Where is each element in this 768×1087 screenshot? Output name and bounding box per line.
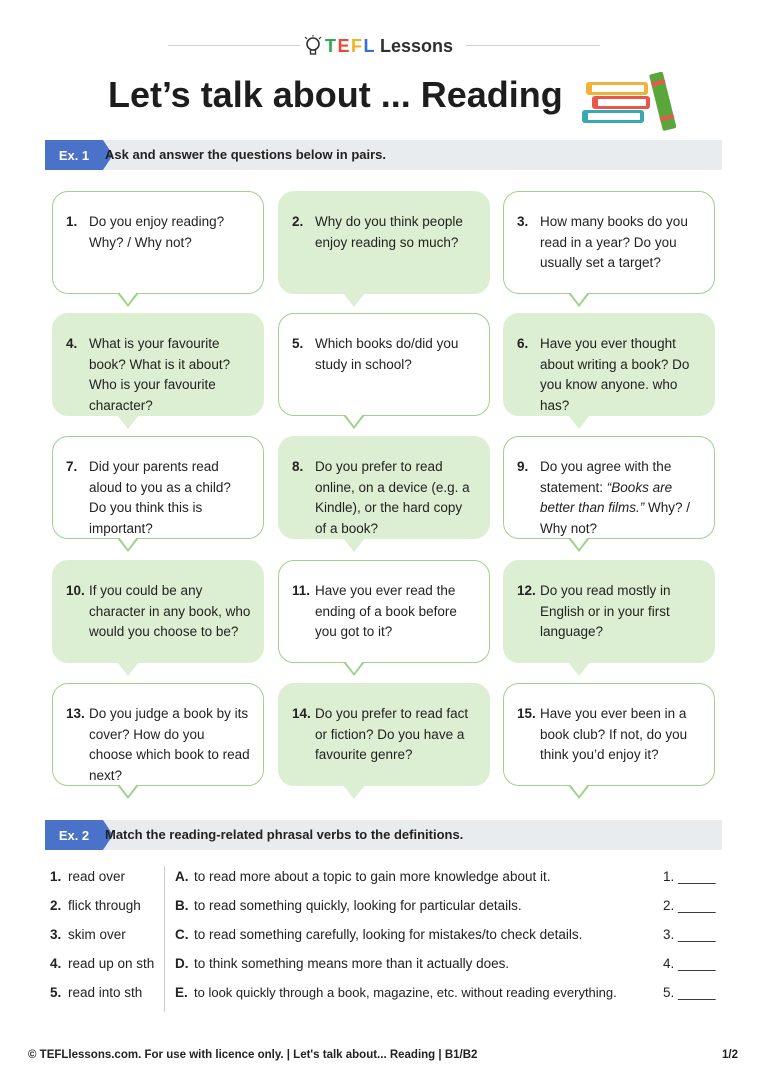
match-row-5 [50,983,720,1012]
phrasal-verb: skim over [68,927,126,942]
question-text: What is your favourite book? What is it about? Who is your favourite character? [89,336,231,413]
question-bubble-7 [52,436,264,539]
definition-text: to read more about a topic to gain more knowledge about it. [194,869,551,884]
question-number: 6. [517,336,529,351]
question-bubble-14 [278,683,490,786]
page-title: Let’s talk about ... Reading [108,74,563,115]
match-row-4 [50,954,720,983]
exercise-1-tag: Ex. 1 [45,140,103,170]
question-bubble-12 [503,560,715,663]
logo-rule-right [466,45,600,46]
question-text: Do you read mostly in English or in your first language? [540,583,671,639]
question-text: Why do you think people enjoy reading so much? [315,214,463,250]
verb-number: 5. [50,985,62,1000]
verb-number: 2. [50,898,62,913]
question-bubble-11 [278,560,490,663]
question-number: 11. [292,583,311,598]
definition-letter: D. [175,956,189,971]
question-number: 3. [517,214,529,229]
lightbulb-icon [303,35,323,57]
question-number: 13. [66,706,85,721]
definition-text: to read something quickly, looking for particular details. [194,898,522,913]
answer-blank[interactable]: 1. _____ [663,869,716,884]
question-text: Have you ever thought about writing a book? Do you know anyone. who has? [540,336,690,413]
logo-letter-l: L [363,35,376,56]
exercise-2-instruction: Match the reading-related phrasal verbs to the definitions. [105,827,464,842]
verb-number: 1. [50,869,62,884]
question-bubble-10 [52,560,264,663]
answer-blank[interactable]: 5. _____ [663,985,716,1000]
definition-text: to look quickly through a book, magazine, etc. without reading everything. [194,985,617,1000]
match-row-1 [50,867,720,896]
answer-blank[interactable]: 2. _____ [663,898,716,913]
definition-letter: E. [175,985,188,1000]
definition-text: to read something carefully, looking for mistakes/to check details. [194,927,583,942]
question-text: Did your parents read aloud to you as a child? Do you think this is important? [89,459,231,536]
question-number: 8. [292,459,304,474]
definition-text: to think something means more than it actually does. [194,956,510,971]
exercise-1-header [45,140,722,170]
question-number: 10. [66,583,85,598]
question-text: Do you enjoy reading? Why? / Why not? [89,214,225,250]
question-text: Do you judge a book by its cover? How do you choose which book to read next? [89,706,250,783]
definition-letter: C. [175,927,189,942]
question-bubble-5 [278,313,490,416]
logo-lessons: Lessons [380,35,454,56]
question-text: Which books do/did you study in school? [315,336,459,372]
exercise-2-header [45,820,722,850]
question-bubble-3 [503,191,715,294]
question-number: 1. [66,214,78,229]
brand-logo [303,33,465,59]
match-row-2 [50,896,720,925]
page-number: 1/2 [722,1049,738,1061]
verb-number: 3. [50,927,62,942]
question-number: 9. [517,459,529,474]
verb-number: 4. [50,956,62,971]
phrasal-verb: read up on sth [68,956,155,971]
question-bubble-1 [52,191,264,294]
logo-rule-left [168,45,300,46]
exercise-2-tag: Ex. 2 [45,820,103,850]
answer-blank[interactable]: 3. _____ [663,927,716,942]
question-number: 15. [517,706,536,721]
question-bubble-2 [278,191,490,294]
exercise-1-instruction: Ask and answer the questions below in pairs. [105,147,387,162]
logo-letter-t: T [325,35,337,56]
question-bubble-15 [503,683,715,786]
question-number: 4. [66,336,78,351]
question-text: Do you prefer to read online, on a device (e.g. a Kindle), or the hard copy of a book? [315,459,470,536]
logo-letter-f: F [351,35,363,56]
definition-letter: A. [175,869,189,884]
question-text: Have you ever been in a book club? If not, do you think you’d enjoy it? [540,706,688,762]
question-bubble-9 [503,436,715,539]
logo-letter-e: E [337,35,351,56]
answer-blank[interactable]: 4. _____ [663,956,716,971]
question-text: If you could be any character in any book, who would you choose to be? [89,583,251,639]
definition-letter: B. [175,898,189,913]
question-number: 2. [292,214,304,229]
question-number: 14. [292,706,311,721]
question-number: 5. [292,336,304,351]
phrasal-verb: read over [68,869,126,884]
question-text: How many books do you read in a year? Do you usually set a target? [540,214,688,270]
question-text: Have you ever read the ending of a book before you got to it? [315,583,457,639]
question-bubble-6 [503,313,715,416]
question-text: Do you prefer to read fact or fiction? Do you have a favourite genre? [315,706,469,762]
phrasal-verb: flick through [68,898,141,913]
question-text: Do you agree with the statement: “Books are better than films.” Why? / Why not? [540,459,691,536]
question-number: 12. [517,583,536,598]
question-number: 7. [66,459,78,474]
phrasal-verb: read into sth [68,985,143,1000]
books-icon [578,66,682,132]
question-bubble-8 [278,436,490,539]
footer-copyright: © TEFLlessons.com. For use with licence only. | Let's talk about... Reading | B1/B2 [28,1049,478,1061]
question-bubble-13 [52,683,264,786]
match-row-3 [50,925,720,954]
question-bubble-4 [52,313,264,416]
